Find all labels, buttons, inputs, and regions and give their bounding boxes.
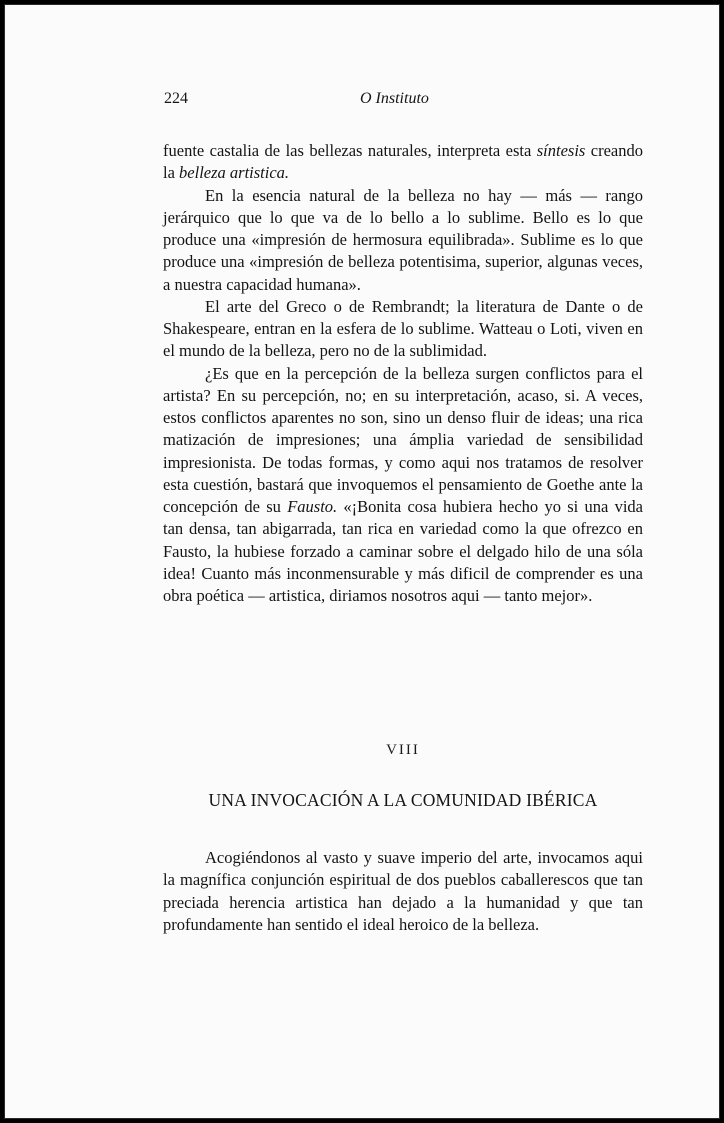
section-title: UNA INVOCACIÓN A LA COMUNIDAD IBÉRICA [208, 790, 598, 810]
text-segment: ¿Es que en la percepción de la belleza surgen conflictos para el artista? En su percepción, no; en su interpretación, acaso, si. A veces, estos conflictos aparentes no son, sino un denso fluir de ideas; una rica matización de impresiones; una ámplia variedad de sensibilidad impresionista. De todas formas, y como aqui nos tratamos de resolver esta cuestión, bastará que invoquemos el pensamiento de Goethe ante la concepción de su [163, 363, 643, 516]
text-segment: creando la [163, 141, 643, 183]
running-header [164, 90, 642, 114]
italic-segment: Fausto. [287, 497, 338, 516]
text-segment: El arte del Greco o de Rembrandt; la literatura de Dante o de Shakespeare, entran en la esfera de lo sublime. Watteau o Loti, viven en el mundo de la belleza, pero no de la sublimidad. [163, 296, 643, 361]
paragraph [163, 296, 643, 363]
paragraph [163, 363, 643, 608]
text-segment: «¡Bonita cosa hubiera hecho yo si una vida tan densa, tan abigarrada, tan rica en variedad como la que ofrezco en Fausto, la hubiese forzado a caminar sobre el delgado hilo de una sóla idea! Cuanto más inconmensurable y más dificil de comprender es una obra poética — artistica, diriamos nosotros aqui — tanto mejor». [163, 497, 643, 605]
italic-segment: síntesis [536, 141, 586, 160]
paragraph [163, 847, 643, 936]
paragraph [163, 140, 643, 185]
body-text [163, 140, 643, 607]
page-number: 224 [164, 90, 188, 107]
section-body-text [163, 847, 643, 936]
text-segment: fuente castalia de las bellezas naturales, interpreta esta [163, 141, 537, 160]
italic-segment: belleza artistica. [179, 163, 290, 183]
text-segment: En la esencia natural de la belleza no hay — más — rango jerárquico que lo que va de lo bello a lo sublime. Bello es lo que produce una «impresión de hermosura equilibrada». Sublime es lo que produce una «impresión de belleza potentisima, superior, algunas veces, a nuestra capacidad humana». [163, 185, 643, 294]
section-number: VIII [386, 742, 420, 758]
running-title: O Instituto [360, 90, 429, 107]
paragraph [163, 185, 643, 296]
book-page [4, 4, 720, 1119]
text-segment: Acogiéndonos al vasto y suave imperio del arte, invocamos aqui la magnífica conjunción espiritual de dos pueblos caballerescos que tan preciada herencia artistica han dejado a la humanidad y que tan profundamente han sentido el ideal heroico de la belleza. [163, 848, 643, 934]
